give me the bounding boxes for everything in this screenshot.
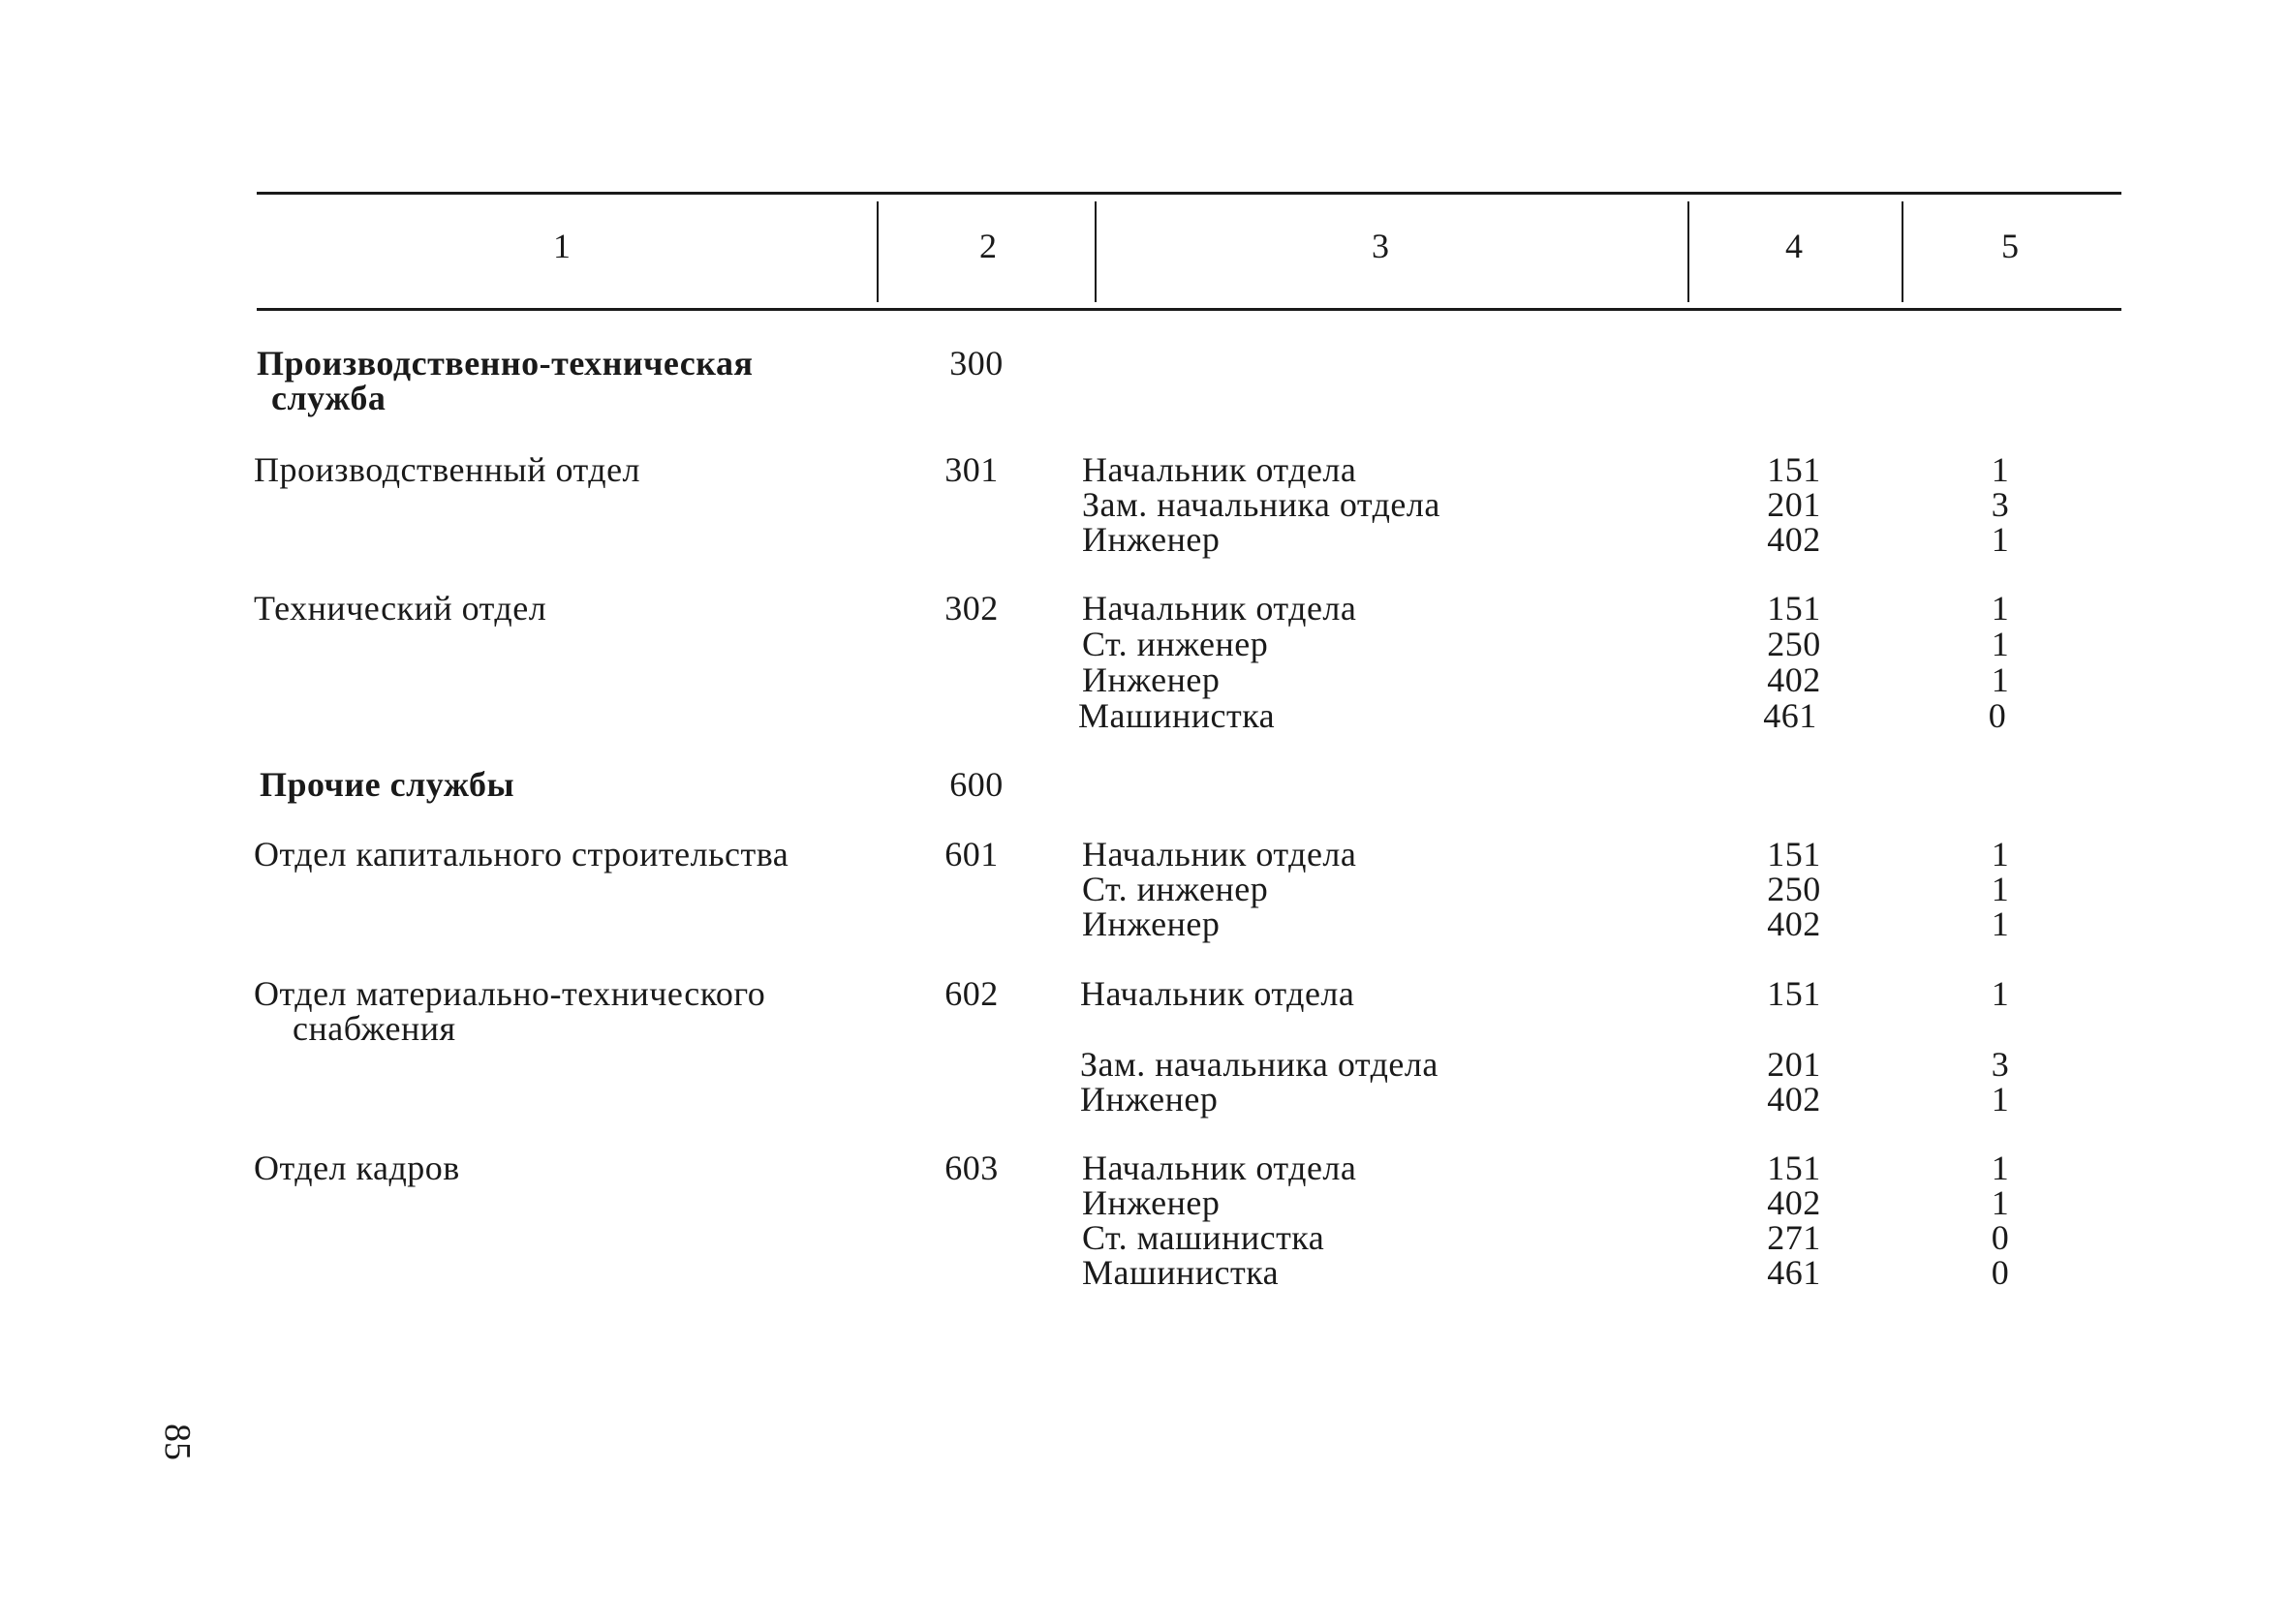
section-title: Прочие службы [260, 765, 515, 804]
position-title: Зам. начальника отдела [1080, 1045, 1438, 1084]
position-number: 402 [1767, 520, 1821, 559]
position-title: Ст. инженер [1082, 870, 1269, 908]
staff-count: 3 [1991, 485, 2010, 524]
position-number: 402 [1767, 1080, 1821, 1118]
table-top-rule [257, 192, 2121, 195]
department-code: 301 [944, 450, 999, 489]
position-title: Начальник отдела [1082, 589, 1357, 628]
page-number: 85 [157, 1424, 198, 1460]
department-code: 602 [944, 974, 999, 1013]
position-number: 151 [1767, 450, 1821, 489]
position-number: 250 [1767, 870, 1821, 908]
table-header-rule [257, 308, 2121, 311]
position-title: Машинистка [1078, 696, 1276, 735]
position-title: Начальник отдела [1080, 974, 1355, 1013]
department-code: 302 [944, 589, 999, 628]
position-title: Инженер [1082, 660, 1221, 699]
position-number: 250 [1767, 625, 1821, 663]
staff-count: 0 [1991, 1218, 2010, 1257]
section-code: 600 [949, 765, 1004, 804]
staff-count: 0 [1991, 1253, 2010, 1292]
staff-count: 1 [1991, 904, 2010, 943]
position-number: 271 [1767, 1218, 1821, 1257]
position-title: Инженер [1082, 904, 1221, 943]
staff-count: 3 [1991, 1045, 2010, 1084]
section-title-continuation: служба [271, 379, 387, 417]
position-title: Ст. инженер [1082, 625, 1269, 663]
position-number: 402 [1767, 904, 1821, 943]
department-code: 601 [944, 835, 999, 873]
column-header-2: 2 [979, 227, 997, 265]
section-title: Производственно-техническая [257, 344, 754, 383]
position-title: Машинистка [1082, 1253, 1280, 1292]
department-code: 603 [944, 1149, 999, 1187]
position-title: Зам. начальника отдела [1082, 485, 1440, 524]
position-title: Инженер [1082, 1183, 1221, 1222]
section-code: 300 [949, 344, 1004, 383]
staff-count: 1 [1991, 1183, 2010, 1222]
department-name: Отдел кадров [254, 1149, 460, 1187]
position-number: 402 [1767, 1183, 1821, 1222]
staff-count: 1 [1991, 660, 2010, 699]
staff-count: 1 [1991, 589, 2010, 628]
position-title: Инженер [1082, 520, 1221, 559]
column-divider [1902, 201, 1903, 302]
position-number: 151 [1767, 1149, 1821, 1187]
column-divider [1687, 201, 1689, 302]
position-number: 461 [1763, 696, 1817, 735]
position-title: Начальник отдела [1082, 450, 1357, 489]
department-name: Отдел капитального строительства [254, 835, 789, 873]
staff-count: 1 [1991, 1080, 2010, 1118]
column-divider [877, 201, 879, 302]
department-name: Отдел материально-технического [254, 974, 766, 1013]
department-name: Производственный отдел [254, 450, 641, 489]
position-title: Начальник отдела [1082, 1149, 1357, 1187]
position-number: 151 [1767, 835, 1821, 873]
staff-count: 1 [1991, 450, 2010, 489]
column-header-4: 4 [1785, 227, 1803, 265]
staff-count: 1 [1991, 835, 2010, 873]
position-number: 201 [1767, 1045, 1821, 1084]
column-divider [1095, 201, 1097, 302]
column-header-5: 5 [2001, 227, 2019, 265]
position-number: 461 [1767, 1253, 1821, 1292]
position-number: 402 [1767, 660, 1821, 699]
position-number: 151 [1767, 974, 1821, 1013]
position-title: Начальник отдела [1082, 835, 1357, 873]
department-name: Технический отдел [254, 589, 547, 628]
column-header-3: 3 [1372, 227, 1389, 265]
position-number: 201 [1767, 485, 1821, 524]
position-number: 151 [1767, 589, 1821, 628]
department-name-continuation: снабжения [293, 1009, 456, 1048]
position-title: Инженер [1080, 1080, 1219, 1118]
staff-count: 1 [1991, 1149, 2010, 1187]
staff-count: 1 [1991, 870, 2010, 908]
column-header-1: 1 [553, 227, 571, 265]
staff-count: 1 [1991, 625, 2010, 663]
staff-count: 1 [1991, 520, 2010, 559]
position-title: Ст. машинистка [1082, 1218, 1325, 1257]
staff-count: 0 [1988, 696, 2007, 735]
staff-count: 1 [1991, 974, 2010, 1013]
